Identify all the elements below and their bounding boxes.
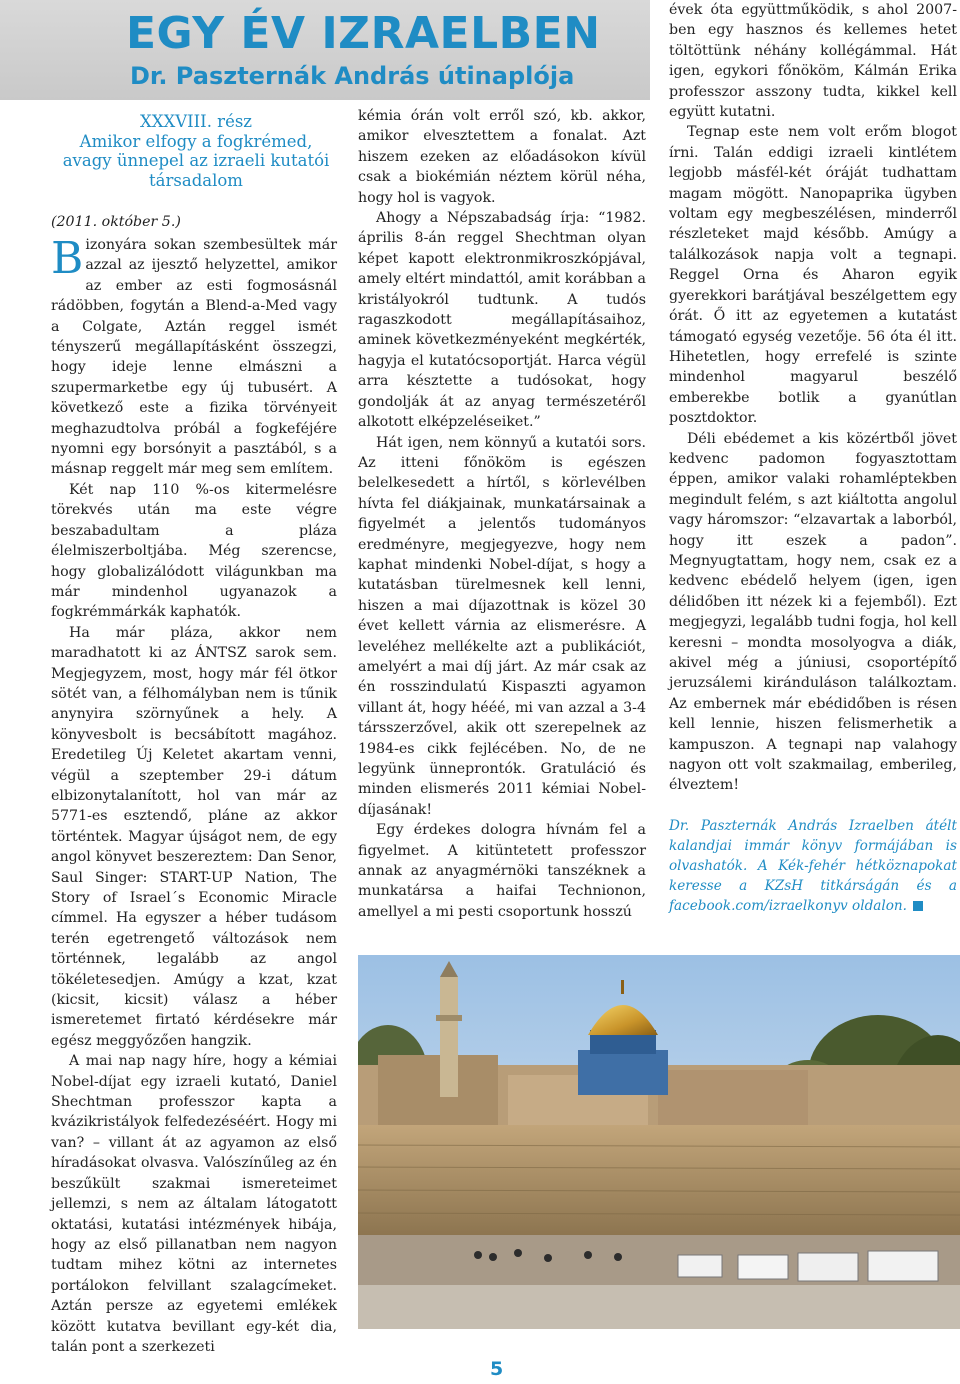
- paragraph-text: izonyára sokan szembesültek már azzal az ijesztő helyzettel, amikor az ember az esti fogmosásnál rádöbben, fogytán a Blend-a-Med vagy a Colgate, Aztán reggel ismét tényszerű megállapításként összegzi, hogy ideje lenne elmászni a szupermarketbe egy új tubusért. A következő este a fizika törvényeit meghazudtolva próbál a fogkeféjére nyomni egy borsónyit a pasztából, s a másnap reggelt már meg sem említem.: [51, 237, 337, 478]
- end-mark-icon: [913, 901, 923, 911]
- jerusalem-photo: [358, 955, 960, 1329]
- paragraph: Egy érdekes dologra hívnám fel a figyelmet. A kitüntetett professzor annak az anyagmérnöki tanszéknek a munkatársa a haifai Technionon, amellyel a mi pesti csoportunk hosszú: [358, 822, 646, 920]
- text-column-1: [51, 235, 337, 1357]
- author-credit: [669, 816, 957, 916]
- western-wall: [358, 1125, 960, 1235]
- paragraph: Ha már pláza, akkor nem maradhatott ki az ÁNTSZ sarok sem. Megjegyzem, most, hogy már fél ötkor sötét van, a félhomályban nem is tűnik anynyira szörnyűnek a hely. A könyvesbolt is becsábított magához. Eredetileg Új Keletet akartam venni, végül a szeptember 29-i dátum elbizonytalanított, hol van már az 5771-es esztendő, pláne az akkor történtek. Magyar újságot nem, de egy angol könyvet beszereztem: Dan Senor, Saul Singer: START-UP Nation, The Story of Israel´s Economic Miracle címmel. Ha egyszer a héber tudásom terén egetrengető változások nem történnek, legalább az angol tökéletesedjen. Amúgy a kzat, kzat (kicsit, kicsit) válasz a héber ismeretemet firtató kérdésekre már egész meggyőzően hangzik.: [51, 624, 337, 1049]
- headline-line-1: Amikor elfogy a fogkrémed,: [79, 131, 313, 151]
- paragraph: Tegnap este nem volt erőm blogot írni. Talán eddigi izraeli kintlétem legjobb másfél-két óráját tudhattam magam mögött. Nanopaprika ügyben voltam egy megbeszélésen, minderről részleteket majd később. Amúgy a találkozások napja volt a tegnapi. Reggel Orna és Aharon egyik gyerekkori barátjával beszélgettem egy órát. Ő itt az egyetemen a kutatást támogató egység vezetője. 56 óta él itt. Hihetetlen, hogy errefelé is szinte mindenhol magyarul beszélő emberekbe botlik a gyanútlan posztdoktor.: [669, 124, 957, 427]
- paragraph: kémia órán volt erről szó, kb. akkor, amikor elvesztettem a fonalat. Azt hiszem ezeken az előadásokon kívül csak a biokémián néztem körül néha, hogy hol is vagyok.: [358, 108, 646, 206]
- paragraph: Ahogy a Népszabadság írja: “1982. április 8-án reggel Shechtman olyan képet kapott elektronmikroszkópjával, amely eltért mindattól, amit korábban a kristályokról tudtunk. A tudós ragaszkodott megállapításaihoz, aminek következményeként megkérték, hagyja el kutatócsoportját. Harca végül arra késztette a tudósokat, hogy gondolják át az anyag természetéről alkotott elképzeléseiket.”: [358, 210, 646, 431]
- text-column-3: [669, 0, 957, 916]
- part-number: XXXVIII. rész: [139, 112, 252, 131]
- paragraph: évek óta együttműködik, s ahol 2007-ben egy hasznos és kellemes hetet töltöttünk néhány kollégámmal. Hát igen, egykori főnököm, Kálmán Erika professzor asszony tudta, kikkel kell együtt kutatni.: [669, 2, 957, 121]
- headline-line-3: társadalom: [149, 170, 243, 190]
- text-column-2: [358, 106, 646, 922]
- page-number: 5: [490, 1358, 504, 1380]
- article-date: (2011. október 5.): [51, 214, 181, 230]
- foreground-stone: [358, 1285, 960, 1329]
- paragraph: Két nap 110 %-os kitermelésre törekvés után ma este végre beszabadultam a pláza élelmiszerboltjába. Még szerencse, hogy globalizálódott világunkban ma már mindenhol ugyanazok a fogkrémmárkák kaphatók.: [51, 481, 337, 621]
- vehicles: [678, 1251, 938, 1281]
- headline-line-2: avagy ünnepel az izraeli kutatói: [62, 151, 330, 170]
- paragraph: Déli ebédemet a kis közértből jövet kedvenc padomon fogyasztottam éppen, amikor valaki rohamléptekben megindult felém, s azt kiáltotta angolul vagy háromszor: “elzavartak a laborból, hogy itt eszek a padon”. Megnyugtattam, hogy nem, csak ez a kedvenc ebédelő helyem (igen, igen délidőben itt nézek ki a fejemből). Ezt megjegyzi, legalább tudni fogja, hol kell keresni – mondta mosolyogva a diák, akivel még a júniusi, csoportépítő jeruzsálemi kiránduláson találkoztam. Az embernek már ebédidőben is résen kell lennie, hiszen felismerhetik a kampuszon. A tegnapi nap valahogy nagyon ott volt szakmailag, emberileg, élveztem!: [669, 430, 957, 794]
- paragraph: [51, 235, 337, 480]
- paragraph: Hát igen, nem könnyű a kutatói sors. Az itteni főnököm is egészen belelkesedett a hírtől, s körlevélben hívta fel diákjainak, munkatársainak a figyelmét a jelentős tudományos eredményre, megjegyezve, hogy nem kaphat mindenki Nobel-díjat, s hogy a kutatásban türelmesnek kell lenni, hiszen a mai díjazottnak is közel 30 évet kellett várnia az elismerésre. A leveléhez mellékelte azt a publikációt, amelyért a mai díj járt. Az már csak az én rosszindulatú Kispaszti agyamon villant át, hogy hééé, mi van azzal a 3-4 társszerzővel, akik ott szerepelnek az 1984-es cikk fejlécében. No, de ne legyünk ünneprontók. Gratuláció és minden elismerés 2011 kémiai Nobel-díjasának!: [358, 434, 646, 818]
- page-subtitle: Dr. Paszternák András útinaplója: [130, 62, 575, 90]
- page-title: EGY ÉV IZRAELBEN: [126, 8, 601, 59]
- photo-illustration: [358, 955, 960, 1329]
- paragraph: A mai nap nagy híre, hogy a kémiai Nobel-díjat egy izraeli kutató, Daniel Shechtman professzor kapta a kvázikristályok felfedezéséért. Hogy mi van? – villant át az agyamon az első híradásokat olvasva. Valószínűleg az én beszűkült szakmai ismereteimet jellemzi, s nem az általam látogatott oktatási, kutatási intézmények hibája, hogy az első pillanatban nem nagyon tudtam mihez kötni az internetes portálokon felvillant szalagcímeket. Aztán persze az egyetemi emlékek között kutatva bevillant egy-két dia, talán pont a szerkezeti: [51, 1053, 337, 1355]
- article-heading: [51, 112, 341, 190]
- drop-cap: B: [51, 233, 84, 284]
- credit-text: Dr. Paszternák András Izraelben átélt kalandjai immár könyv formájában is olvashatók. A Kék-fehér hétköznapokat keresse a KZsH titkárságán és a facebook.com/izraelkonyv oldalon.: [669, 817, 957, 914]
